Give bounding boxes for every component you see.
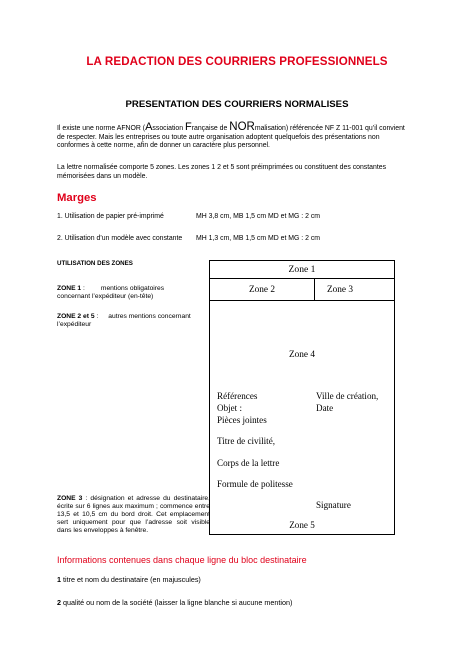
signature-label: Signature: [316, 500, 351, 510]
zone5-label: Zone 5: [289, 520, 315, 530]
objet-label: Objet :: [217, 403, 243, 413]
letter-layout-diagram: [209, 260, 395, 535]
titre-civilite-label: Titre de civilité,: [217, 436, 276, 446]
info-item: 2 qualité ou nom de la société (laisser la ligne blanche si aucune mention): [57, 598, 293, 607]
intro-line-2: de respecter. Mais les entreprises ou toute autre organisation adoptent quelquefois des présentations non: [57, 133, 380, 141]
zone2-zone3-row: [210, 278, 394, 301]
zones-paragraph: La lettre normalisée comporte 5 zones. Les zones 1 2 et 5 sont préimprimées ou constituent des constantes mémorisées dans un modèle.: [57, 164, 387, 180]
informations-heading: Informations contenues dans chaque ligne du bloc destinataire: [57, 555, 307, 565]
references-label: Références: [217, 391, 258, 401]
zone4-label: Zone 4: [288, 350, 316, 360]
zone3-description: ZONE 3 : désignation et adresse du destinataire, écrite sur 6 lignes aux maximum ; commence entre 13,5 et 10,5 cm du bord droit. Cet emplacement sert uniquement pour que l’adresse soit visible dans les enveloppes à fenêtre.: [57, 495, 211, 534]
section-subtitle: PRESENTATION DES COURRIERS NORMALISES: [125, 99, 349, 110]
corps-lettre-label: Corps de la lettre: [217, 458, 280, 468]
zone25-description: ZONE 2 et 5 : autres mentions concernant l’expéditeur: [57, 313, 191, 329]
marge-item-value: MH 3,8 cm, MB 1,5 cm MD et MG : 2 cm: [196, 213, 321, 220]
zone1-label: Zone 1: [288, 264, 316, 275]
date-label: Date: [316, 403, 334, 413]
intro-line-3: conformes à cette norme, afin de donner un caractère plus personnel.: [57, 142, 270, 150]
formule-politesse-label: Formule de politesse: [217, 479, 293, 489]
marge-item-label: 2. Utilisation d’un modèle avec constante: [57, 235, 183, 242]
info-item: 1 titre et nom du destinataire (en majuscules): [57, 575, 201, 584]
intro-line-1: Il existe une norme AFNOR (Association Française de NORmalisation) référencée NF Z 11-001 qu’il convient: [57, 121, 405, 133]
utilisation-heading: UTILISATION DES ZONES: [57, 260, 133, 267]
ville-label: Ville de création,: [316, 391, 379, 401]
intro-paragraph: [57, 123, 422, 151]
zone3-label: Zone 3: [326, 285, 354, 295]
marge-item-value: MH 1,3 cm, MB 1,5 cm MD et MG : 2 cm: [196, 235, 321, 242]
zone1-description: ZONE 1 : mentions obligatoires concernant l’expéditeur (en-tête): [57, 285, 165, 301]
marges-heading: Marges: [57, 192, 97, 204]
marge-item-label: 1. Utilisation de papier pré-imprimé: [57, 213, 164, 220]
document-title: LA REDACTION DES COURRIERS PROFESSIONNELS: [86, 55, 388, 68]
zone2-label: Zone 2: [248, 285, 276, 295]
pieces-jointes-label: Pièces jointes: [217, 415, 267, 425]
